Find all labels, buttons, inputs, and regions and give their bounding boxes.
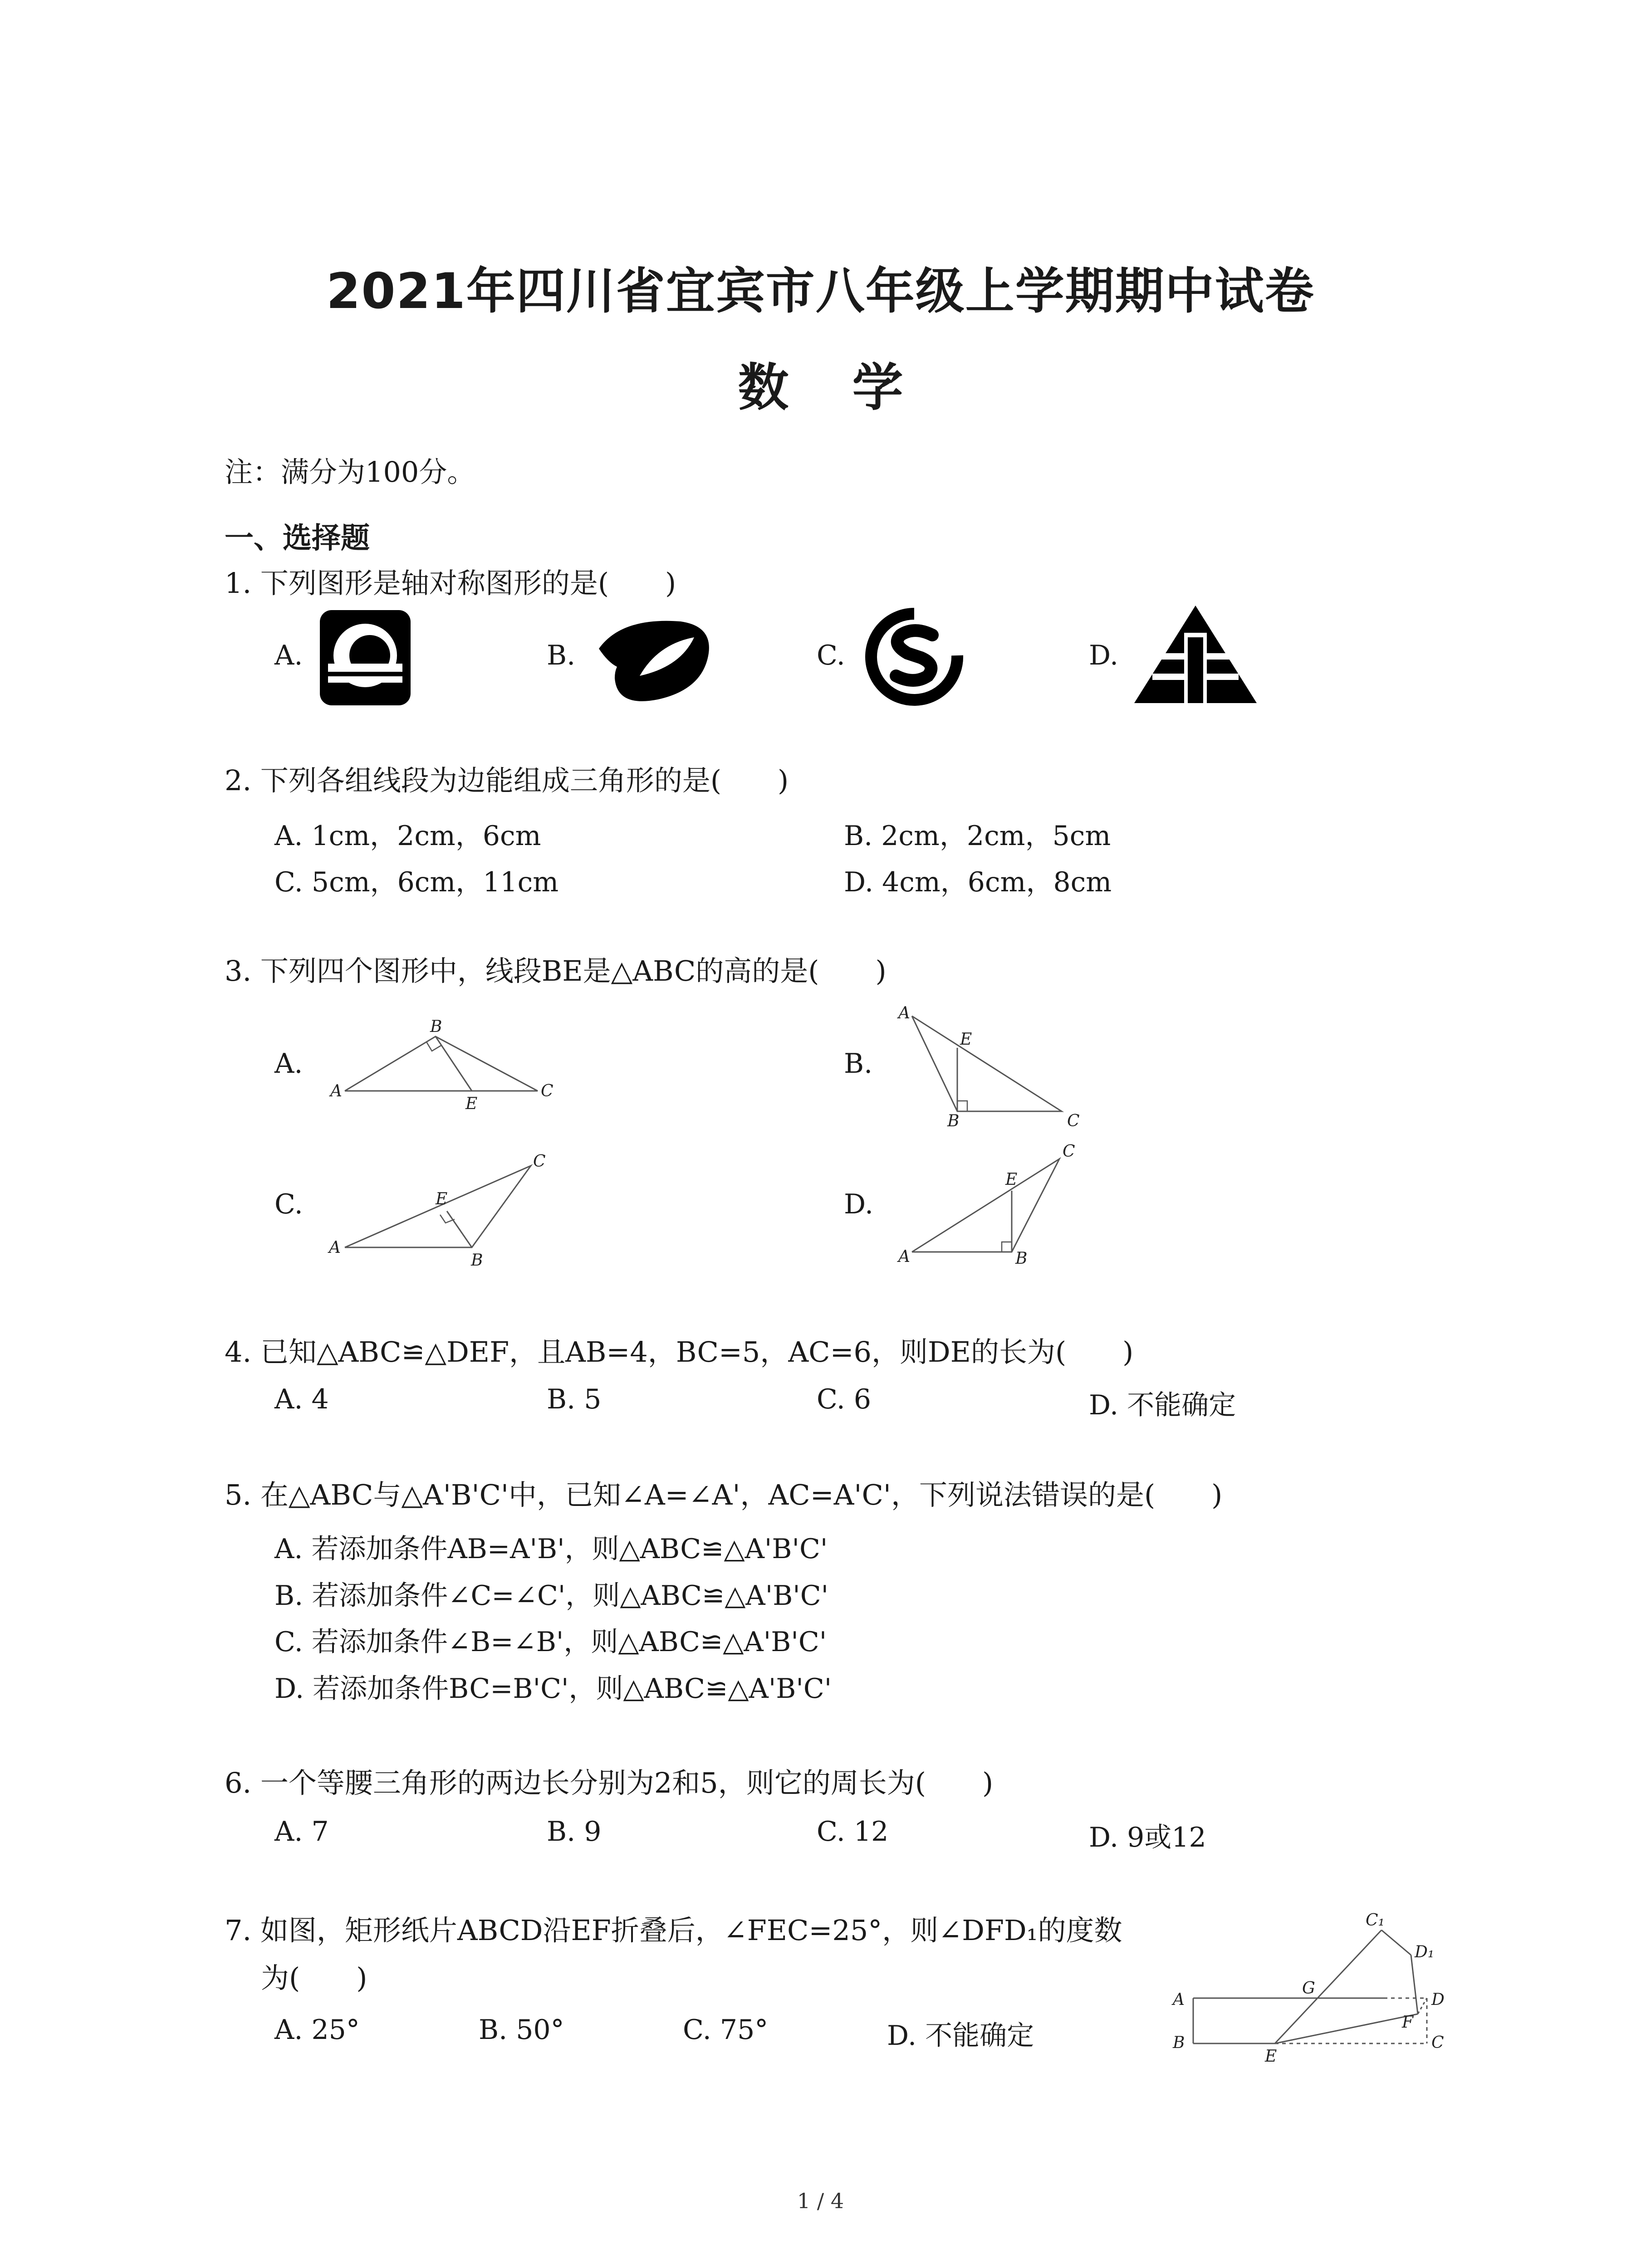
q1-option-d-label: D. [1089,640,1119,671]
q2-option-b: B. 2cm，2cm，5cm [844,820,1111,852]
q3-figure-d [889,1143,1098,1270]
svg-text:E: E [960,1030,972,1049]
q7-fold-figure [1166,1912,1461,2066]
svg-text:F: F [1402,2013,1413,2032]
question-7-stem-line2: 为( ) [261,1961,367,1994]
q7-option-c: C. 75° [683,2014,769,2046]
svg-text:A: A [898,1247,910,1266]
q5-option-b: B. 若添加条件∠C=∠C'，则△ABC≌△A'B'C' [274,1580,829,1612]
svg-text:B: B [430,1017,442,1036]
svg-text:E: E [465,1095,478,1113]
svg-text:B: B [947,1112,960,1130]
page-number: 1 / 4 [797,2189,844,2213]
svg-text:G: G [1302,1979,1315,1998]
q2-option-c: C. 5cm，6cm，11cm [274,866,559,898]
q5-option-c: C. 若添加条件∠B=∠B'，则△ABC≌△A'B'C' [274,1626,827,1658]
q5-option-a: A. 若添加条件AB=A'B'，则△ABC≌△A'B'C' [274,1533,828,1565]
svg-text:A: A [898,1004,910,1022]
svg-text:C: C [533,1152,546,1171]
question-7-stem-line1: 7. 如图，矩形纸片ABCD沿EF折叠后，∠FEC=25°，则∠DFD₁的度数 [225,1914,1122,1947]
question-4-stem: 4. 已知△ABC≌△DEF，且AB=4，BC=5，AC=6，则DE的长为( ) [225,1335,1134,1369]
q2-option-a: A. 1cm，2cm，6cm [274,820,541,852]
q6-option-b: B. 9 [547,1816,602,1848]
question-6-stem: 6. 一个等腰三角形的两边长分别为2和5，则它的周长为( ) [225,1766,994,1799]
q6-option-d: D. 9或12 [1089,1822,1206,1853]
q3-option-b-label: B. [844,1048,873,1080]
q3-figure-b [889,1005,1098,1141]
q6-option-c: C. 12 [817,1816,889,1848]
svg-text:C: C [1063,1142,1075,1161]
q1-option-a-label: A. [274,640,303,671]
svg-text:C: C [1067,1112,1080,1130]
svg-text:B: B [1173,2033,1185,2052]
svg-text:C: C [541,1082,554,1100]
svg-text:A: A [329,1238,341,1257]
q7-option-a: A. 25° [274,2014,360,2046]
q1-option-b-label: B. [547,640,576,671]
svg-text:B: B [1015,1249,1028,1268]
q7-option-d: D. 不能确定 [887,2020,1034,2052]
svg-text:D: D [1431,1990,1445,2009]
svg-text:E: E [1265,2047,1277,2066]
q1-logo-a [320,610,411,705]
question-1-stem: 1. 下列图形是轴对称图形的是( ) [225,567,676,600]
q1-logo-c [864,610,964,701]
question-3-stem: 3. 下列四个图形中，线段BE是△ABC的高的是( ) [225,954,887,987]
subject-heading: 数 学 [738,358,903,417]
q3-option-a-label: A. [274,1048,303,1080]
q1-logo-d [1134,606,1257,703]
score-note: 注：满分为100分。 [225,455,475,489]
q7-option-b: B. 50° [479,2014,564,2046]
q3-option-c-label: C. [274,1188,303,1220]
question-5-stem: 5. 在△ABC与△A'B'C'中，已知∠A=∠A'，AC=A'C'，下列说法错误的是( ) [225,1478,1223,1511]
q3-option-d-label: D. [844,1188,874,1220]
q2-option-d: D. 4cm，6cm，8cm [844,866,1112,898]
q5-option-d: D. 若添加条件BC=B'C'，则△ABC≌△A'B'C' [274,1673,832,1705]
q1-logo-b [590,617,712,703]
question-2-stem: 2. 下列各组线段为边能组成三角形的是( ) [225,764,789,797]
q1-option-c-label: C. [817,640,845,671]
q3-figure-a [327,1018,563,1123]
q3-figure-c [327,1152,554,1270]
q4-option-d: D. 不能确定 [1089,1389,1236,1421]
svg-text:E: E [1005,1170,1018,1189]
q4-option-c: C. 6 [817,1383,872,1415]
svg-text:C₁: C₁ [1366,1911,1385,1930]
q4-option-b: B. 5 [547,1383,602,1415]
svg-text:E: E [436,1190,448,1208]
svg-text:A: A [1173,1990,1185,2009]
svg-text:C: C [1431,2033,1444,2052]
q6-option-a: A. 7 [274,1816,329,1848]
section-heading: 一、选择题 [225,522,370,555]
svg-text:D₁: D₁ [1415,1943,1435,1961]
exam-title: 2021年四川省宜宾市八年级上学期期中试卷 [326,263,1315,320]
q4-option-a: A. 4 [274,1383,329,1415]
svg-text:A: A [330,1082,342,1100]
svg-text:B: B [471,1251,483,1270]
